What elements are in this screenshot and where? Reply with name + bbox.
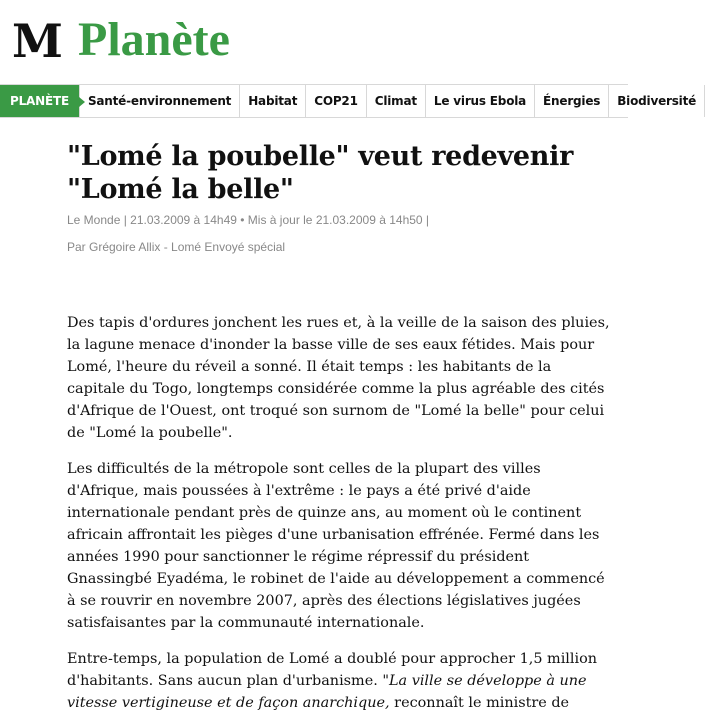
site-header	[0, 0, 628, 82]
quote: "La ville se développe à une vitesse vertigineuse et de façon anarchique,	[67, 673, 587, 711]
nav-item-habitat[interactable]: Habitat	[240, 85, 306, 117]
nav-item-climat[interactable]: Climat	[367, 85, 426, 117]
article-byline: Par Grégoire Allix - Lomé Envoyé spécial	[67, 240, 286, 254]
section-nav	[0, 84, 697, 118]
paragraph: Les difficultés de la métropole sont celles de la plupart des villes d'Afrique, mais poussées à l'extrême : le pays a été privé d'aide internationale pendant près de quinze ans, au moment où le continent africain affrontait les pièges d'une urbanisation effrénée. Fermé dans les années 1990 pour sanctionner le régime répressif du président Gnassingbé Eyadéma, le robinet de l'aide au développement a commencé à se rouvrir en novembre 2007, après des élections législatives jugées satisfaisantes par la communauté internationale.	[67, 461, 605, 631]
nav-item-energies[interactable]: Énergies	[535, 85, 609, 117]
article-body	[67, 312, 612, 728]
paragraph	[67, 648, 612, 714]
paragraph: Des tapis d'ordures jonchent les rues et, à la veille de la saison des pluies, la lagune menace d'inonder la basse ville de ses eaux fétides. Mais pour Lomé, l'heure du réveil a sonné. Il était temps : les habitants de la capitale du Togo, longtemps considérée comme la plus agréable des cités d'Afrique de l'Ouest, ont troqué son surnom de "Lomé la belle" pour celui de "Lomé la poubelle".	[67, 315, 610, 441]
le-monde-logo[interactable]: M	[12, 14, 59, 68]
article-headline: "Lomé la poubelle" veut redevenir "Lomé la belle"	[67, 141, 574, 205]
nav-item-cop21[interactable]: COP21	[306, 85, 367, 117]
paragraph-text: reconnaît le ministre de	[389, 695, 570, 711]
paragraph-text: Entre-temps, la population de Lomé a doublé pour approcher 1,5 million d'habitants. Sans aucun plan d'urbanisme.	[67, 651, 598, 689]
section-title[interactable]: Planète	[78, 13, 230, 66]
nav-item-planete[interactable]: PLANÈTE	[0, 85, 80, 117]
nav-item-biodiversite[interactable]: Biodiversité	[609, 85, 705, 117]
nav-item-virus-ebola[interactable]: Le virus Ebola	[426, 85, 535, 117]
article-meta: Le Monde | 21.03.2009 à 14h49 • Mis à jour le 21.03.2009 à 14h50 |	[67, 213, 430, 227]
nav-item-sante-environnement[interactable]: Santé-environnement	[80, 85, 240, 117]
